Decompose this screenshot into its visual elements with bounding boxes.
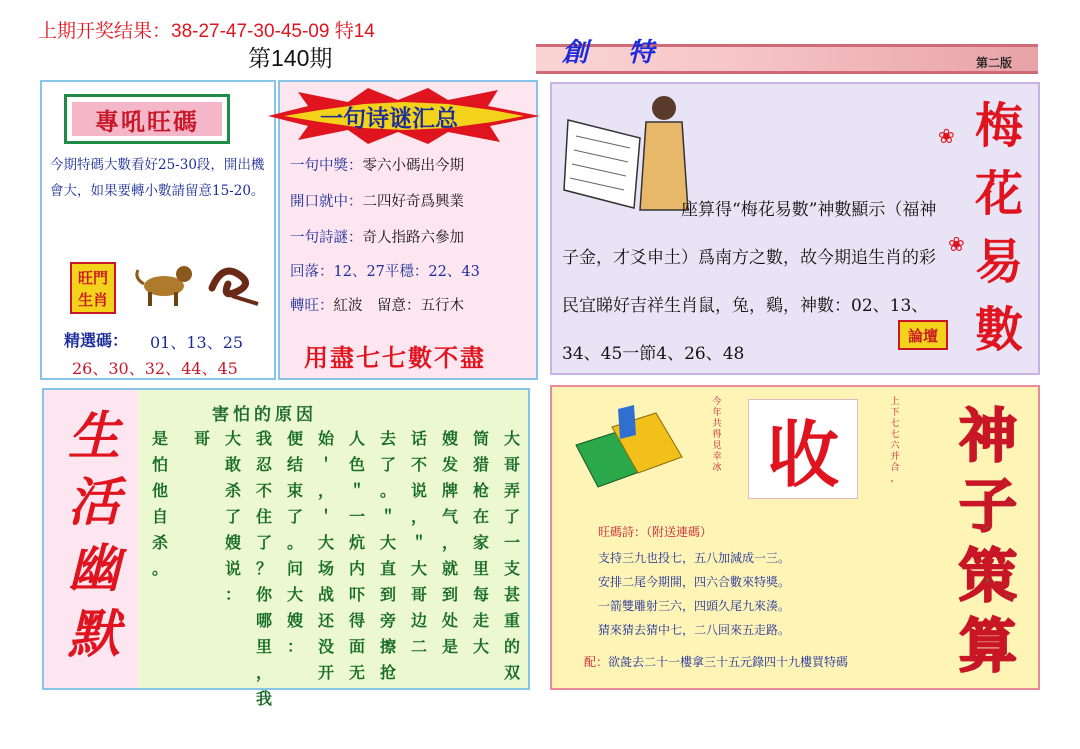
vertical-title: 神 子 策 算 [958, 402, 1017, 680]
verse-label: 旺碼詩：（附送連碼） [598, 525, 713, 539]
story-column: 是 怕 他 自 杀 。 [151, 429, 168, 578]
story-column: 我 忍 不 住 了 ？ 你 哪 里 ， 我 [255, 429, 272, 708]
story-column: 便 结 束 了 。 问 大 嫂 ： [286, 429, 303, 656]
humor-panel [42, 388, 530, 708]
riddle-value: 二四好奇爲興業 [362, 194, 464, 210]
panel-title: 一句诗谜汇总 [320, 105, 458, 132]
riddle-value: 零六小碼出今期 [362, 158, 464, 174]
books-icon [572, 405, 692, 495]
panel-title: 專吼旺碼 [72, 102, 222, 136]
story-column: 话 不 说 ， ＂ 大 哥 边 二 [410, 429, 427, 656]
story-text [144, 426, 524, 708]
zodiac-badge [70, 262, 116, 314]
footer-value: 欲彘去二十一樓拿三十五元錄四十九樓買特碼 [608, 655, 849, 669]
footer-key: 配： [584, 655, 609, 669]
last-draw-result: 上期开奖结果：38-27-47-30-45-09 特14 [38, 21, 375, 42]
picks-line: 26、30、32、44、45 [72, 359, 238, 378]
riddle-value: 奇人指路六參加 [362, 230, 464, 246]
riddle-line [290, 190, 464, 211]
vertical-title: 梅 花 易 數 [974, 98, 1023, 358]
badge-line: 旺門 [77, 269, 108, 287]
featured-character: 收 [748, 399, 858, 499]
flower-icon: ❀ [938, 124, 955, 148]
badge-line: 生肖 [77, 291, 108, 309]
panel-title-frame [64, 94, 230, 144]
story-column: 始 ＇ ， ＇ 大 场 战 还 没 开 [317, 429, 334, 682]
riddle-value: 12、27平穩：22、43 [333, 264, 480, 280]
picks-line: 01、13、25 [150, 333, 244, 352]
riddle-line [290, 294, 464, 315]
dog-icon [132, 258, 198, 308]
riddle-key: 開口就中： [290, 194, 363, 210]
side-verse: 今 年 共 得 見 幸 冰 [712, 397, 722, 473]
story-column: 筒 猎 枪 在 家 里 每 走 大 [472, 429, 489, 656]
riddle-line [290, 154, 464, 175]
banner-title: 創特 [562, 38, 695, 68]
picks-label: 精選碼： [64, 331, 129, 350]
plum-blossom-panel [550, 82, 1040, 375]
story-column: 人 色 ＂ 一 炕 内 吓 得 面 无 [348, 429, 365, 682]
riddle-key: 一句中獎： [290, 158, 363, 174]
divine-calculation-panel [550, 385, 1040, 690]
riddle-key: 一句詩謎： [290, 230, 363, 246]
edition-label: 第二版 [976, 56, 1013, 70]
issue-number: 第140期 [248, 45, 333, 71]
verse-line: 猜來猜去猜中七，二八回來五走路。 [598, 623, 791, 637]
panel-body-text: 今期特碼大數看好25-30段，開出機會大，如果要轉小數請留意15-20。 [50, 157, 265, 199]
riddle-line [290, 226, 464, 247]
verse-line: 一箭雙雕射三六，四頭久尾九來湊。 [598, 599, 791, 613]
snake-icon [202, 258, 262, 308]
riddle-key: 回落： [290, 264, 334, 280]
riddle-key: 轉旺： [290, 298, 334, 314]
story-column: 大 敢 杀 了 嫂 说 ： [224, 429, 241, 604]
forum-badge: 論壇 [898, 320, 948, 350]
vertical-title: 生 活 幽 默 [67, 406, 120, 665]
story-column: 大 哥 弄 了 一 支 甚 重 的 双 [503, 429, 520, 682]
story-column: 哥 [193, 429, 210, 448]
story-title: 害怕的原因 [212, 405, 317, 425]
panel-body-text: 座算得“梅花易數”神數顯示（福神子金，才爻申土）爲南方之數，故今期追生肖的彩民宜睇好吉祥生肖鼠，兔，鷄，神數：02、13、34、45一節4、26、48 [562, 200, 937, 364]
poem-riddle-panel [278, 80, 538, 380]
riddle-value: 紅波 留意：五行木 [333, 298, 464, 314]
flower-icon: ❀ [948, 232, 965, 256]
panel-footer [584, 653, 848, 670]
verse-line: 安排二尾今期開，四六合數來特獎。 [598, 575, 791, 589]
verse-line: 支持三九也投七，五八加減成一三。 [598, 551, 791, 565]
riddle-line [290, 260, 480, 281]
panel-footer: 用盡七七數不盡 [304, 343, 486, 372]
story-column: 嫂 发 牌 气 ， 就 到 处 是 [441, 429, 458, 656]
hot-numbers-panel [40, 80, 276, 380]
side-verse: 上 下 七 七 六 并 合 ， [890, 397, 900, 484]
story-column: 去 了 。 ＂ 大 直 到 旁 擦 抢 [379, 429, 396, 682]
